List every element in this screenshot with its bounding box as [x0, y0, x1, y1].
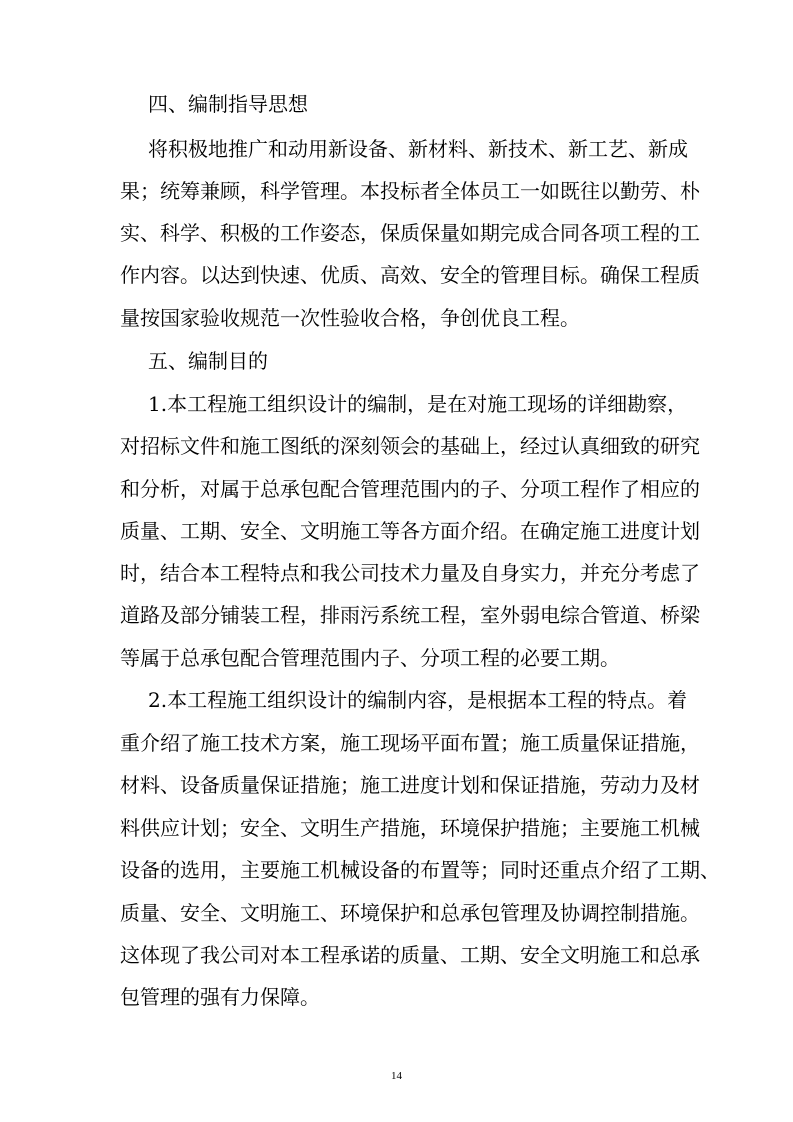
- paragraph-line: 实、科学、积极的工作姿态，保质保量如期完成合同各项工程的工: [120, 221, 700, 245]
- paragraph-line: 2.本工程施工组织设计的编制内容，是根据本工程的特点。着: [148, 688, 688, 712]
- section-4-heading: 四、编制指导思想: [148, 92, 308, 116]
- paragraph-line: 这体现了我公司对本工程承诺的质量、工期、安全文明施工和总承: [120, 943, 700, 967]
- paragraph-line: 将积极地推广和动用新设备、新材料、新技术、新工艺、新成: [148, 137, 688, 161]
- paragraph-line: 料供应计划；安全、文明生产措施，环境保护措施；主要施工机械: [120, 816, 700, 840]
- paragraph-line: 1.本工程施工组织设计的编制，是在对施工现场的详细勘察，: [148, 392, 688, 416]
- page-number: 14: [391, 1070, 402, 1082]
- paragraph-line: 质量、安全、文明施工、环境保护和总承包管理及协调控制措施。: [120, 901, 700, 925]
- paragraph-line: 和分析，对属于总承包配合管理范围内的子、分项工程作了相应的: [120, 477, 700, 501]
- paragraph-line: 果；统筹兼顾，科学管理。本投标者全体员工一如既往以勤劳、朴: [120, 179, 700, 203]
- paragraph-line: 包管理的强有力保障。: [120, 985, 320, 1009]
- section-5-heading: 五、编制目的: [148, 349, 268, 373]
- paragraph-line: 量按国家验收规范一次性验收合格，争创优良工程。: [120, 306, 580, 330]
- paragraph-line: 道路及部分铺装工程，排雨污系统工程，室外弱电综合管道、桥梁: [120, 603, 700, 627]
- paragraph-line: 作内容。以达到快速、优质、高效、安全的管理目标。确保工程质: [120, 263, 700, 287]
- paragraph-line: 对招标文件和施工图纸的深刻领会的基础上，经过认真细致的研究: [120, 434, 700, 458]
- paragraph-line: 设备的选用，主要施工机械设备的布置等；同时还重点介绍了工期、: [120, 858, 720, 882]
- paragraph-line: 时，结合本工程特点和我公司技术力量及自身实力，并充分考虑了: [120, 561, 700, 585]
- paragraph-line: 等属于总承包配合管理范围内子、分项工程的必要工期。: [120, 646, 620, 670]
- paragraph-line: 重介绍了施工技术方案，施工现场平面布置；施工质量保证措施，: [120, 731, 700, 755]
- paragraph-line: 材料、设备质量保证措施；施工进度计划和保证措施，劳动力及材: [120, 773, 700, 797]
- paragraph-line: 质量、工期、安全、文明施工等各方面介绍。在确定施工进度计划: [120, 519, 700, 543]
